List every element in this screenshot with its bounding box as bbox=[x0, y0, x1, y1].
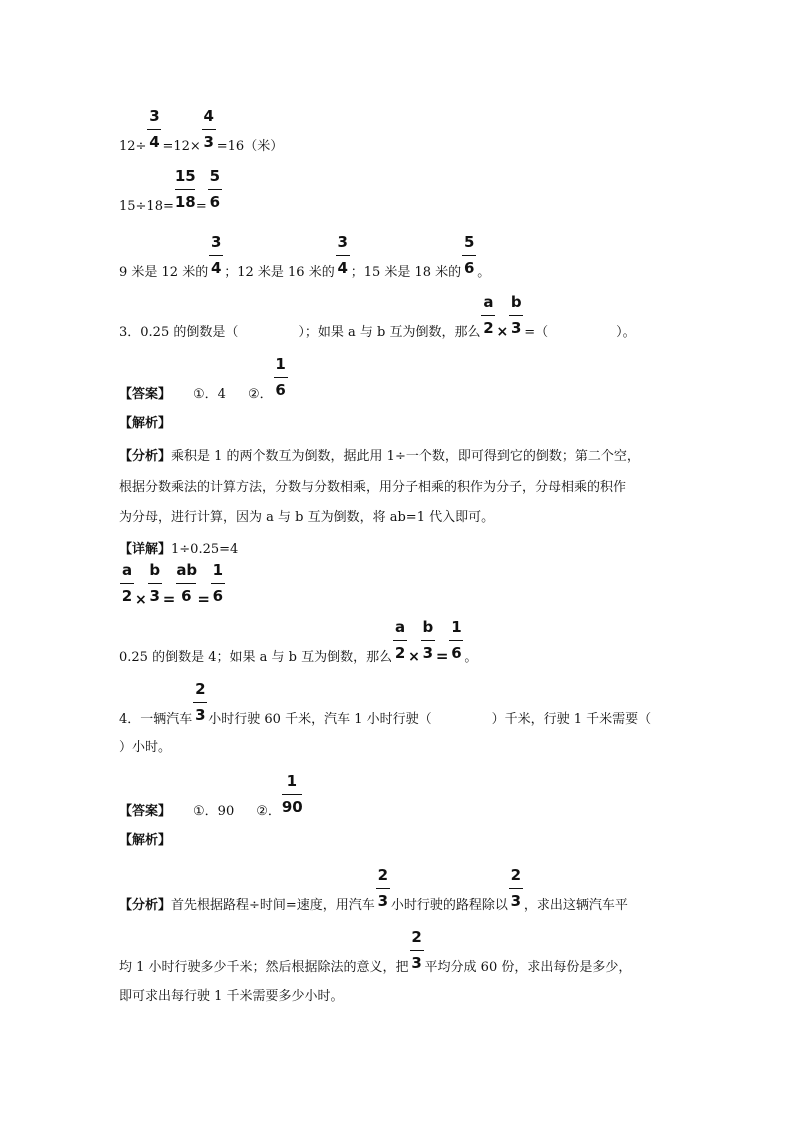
numerator: a bbox=[121, 561, 133, 579]
fraction bbox=[462, 233, 476, 277]
numerator: 2 bbox=[411, 928, 422, 946]
fraction bbox=[202, 107, 216, 151]
text-seg: ，求出这辆汽车平 bbox=[523, 898, 628, 913]
answer-part-2: ②． bbox=[256, 804, 281, 819]
numerator: 4 bbox=[203, 107, 214, 125]
fraction-bar bbox=[421, 640, 435, 641]
numerator: b bbox=[422, 618, 434, 636]
text-seg: 平均分成 60 份，求出每份是多少， bbox=[424, 960, 632, 975]
denominator: 2 bbox=[121, 587, 133, 605]
fraction-bar bbox=[393, 640, 407, 641]
text-seg: 9 米是 12 米的 bbox=[119, 265, 209, 280]
fraction-bar bbox=[175, 189, 195, 190]
denominator: 6 bbox=[451, 644, 462, 662]
text-seg: ）。 bbox=[616, 325, 636, 340]
fraction bbox=[509, 866, 523, 910]
text-seg: 4．一辆汽车 bbox=[119, 712, 193, 727]
answer-label: 【答案】 bbox=[119, 804, 172, 819]
answer-part-2: ②． bbox=[247, 387, 273, 402]
fraction-bar bbox=[410, 950, 424, 951]
denominator: 18 bbox=[174, 193, 196, 211]
fraction bbox=[120, 561, 134, 605]
answer-3 bbox=[119, 355, 289, 403]
denominator: 4 bbox=[149, 133, 160, 151]
calc-line-1 bbox=[119, 107, 284, 155]
numerator: 1 bbox=[275, 355, 286, 373]
text-seg: 小时行驶的路程除以 bbox=[390, 898, 508, 913]
equals-sign: = bbox=[162, 590, 176, 608]
text-seg: 12÷ bbox=[119, 139, 147, 154]
fraction-bar bbox=[509, 315, 523, 316]
denominator: 6 bbox=[212, 587, 224, 605]
fraction bbox=[211, 561, 225, 605]
numerator: 2 bbox=[377, 866, 389, 884]
fraction-bar bbox=[449, 640, 463, 641]
equals-sign: = bbox=[435, 647, 449, 665]
denominator: 2 bbox=[394, 644, 406, 662]
fraction bbox=[274, 355, 288, 399]
fraction-bar bbox=[274, 377, 288, 378]
numerator: 3 bbox=[337, 233, 348, 251]
answer-4 bbox=[119, 772, 303, 820]
question-4-line-2: ）小时。 bbox=[119, 740, 172, 755]
numerator: 15 bbox=[174, 167, 196, 185]
answer-label: 【答案】 bbox=[119, 387, 172, 402]
denominator: 3 bbox=[510, 319, 522, 337]
denominator: 3 bbox=[510, 892, 522, 910]
denominator: 4 bbox=[211, 259, 222, 277]
numerator: b bbox=[149, 561, 161, 579]
fraction bbox=[410, 928, 424, 972]
numerator: a bbox=[395, 618, 406, 636]
fraction-bar bbox=[462, 255, 476, 256]
numerator: 1 bbox=[451, 618, 462, 636]
text-seg: 。 bbox=[477, 265, 491, 280]
answer-part-1: ①．90 bbox=[193, 804, 235, 819]
numerator: 3 bbox=[211, 233, 222, 251]
denominator: 3 bbox=[422, 644, 434, 662]
numerator: 2 bbox=[510, 866, 522, 884]
text-seg: ）；如果 a 与 b 互为倒数，那么 bbox=[298, 325, 481, 340]
times-sign: × bbox=[496, 324, 509, 340]
fraction-bar bbox=[481, 315, 495, 316]
analysis-heading-4: 【解析】 bbox=[119, 833, 172, 848]
analysis-3-line-2: 根据分数乘法的计算方法，分数与分数相乘，用分子相乘的积作为分子，分母相乘的积作 bbox=[119, 480, 627, 495]
analysis-4-line-1 bbox=[119, 866, 628, 914]
times-sign: × bbox=[135, 592, 147, 608]
denominator: 3 bbox=[203, 133, 214, 151]
fraction-bar bbox=[148, 583, 162, 584]
text-seg: 。 bbox=[464, 650, 478, 665]
numerator: 2 bbox=[195, 680, 206, 698]
equals-sign: = bbox=[197, 590, 210, 608]
text-seg: =16（米） bbox=[216, 139, 284, 154]
numerator: a bbox=[483, 293, 494, 311]
text-seg: ）千米，行驶 1 千米需要（ bbox=[491, 712, 652, 727]
numerator: 5 bbox=[209, 167, 220, 185]
text-seg: = bbox=[195, 199, 207, 214]
analysis-3-line-3: 为分母，进行计算，因为 a 与 b 互为倒数，将 ab=1 代入即可。 bbox=[119, 510, 495, 525]
analysis-4-line-3: 即可求出每行驶 1 千米需要多少小时。 bbox=[119, 989, 344, 1004]
numerator: 1 bbox=[286, 772, 298, 790]
fraction bbox=[421, 618, 435, 662]
fraction bbox=[393, 618, 407, 662]
fraction-bar bbox=[202, 129, 216, 130]
fraction bbox=[509, 293, 523, 337]
text-seg: 乘积是 1 的两个数互为倒数，据此用 1÷一个数，即可得到它的倒数；第二个空， bbox=[171, 449, 640, 464]
equation-3 bbox=[119, 561, 226, 609]
fraction-bar bbox=[147, 129, 161, 130]
analysis-label: 【分析】 bbox=[119, 898, 172, 913]
calc-line-2 bbox=[119, 167, 223, 215]
denominator: 3 bbox=[195, 706, 206, 724]
fraction-bar bbox=[509, 888, 523, 889]
fraction bbox=[174, 167, 196, 211]
detail-3 bbox=[119, 542, 238, 558]
times-sign: × bbox=[408, 649, 420, 665]
question-4 bbox=[119, 680, 652, 728]
text-seg: =12× bbox=[162, 139, 201, 154]
fraction bbox=[147, 107, 161, 151]
text-seg: ；15 米是 18 米的 bbox=[350, 265, 462, 280]
denominator: 6 bbox=[275, 381, 286, 399]
fraction bbox=[208, 167, 222, 211]
text-seg: =（ bbox=[524, 325, 549, 340]
fraction bbox=[193, 680, 207, 724]
fraction-bar bbox=[211, 583, 225, 584]
text-seg: 首先根据路程÷时间=速度，用汽车 bbox=[171, 898, 375, 913]
fraction bbox=[176, 561, 198, 605]
denominator: 4 bbox=[337, 259, 348, 277]
fraction bbox=[281, 772, 303, 816]
denominator: 3 bbox=[377, 892, 389, 910]
fraction bbox=[336, 233, 350, 277]
text-seg: 小时行驶 60 千米，汽车 1 小时行驶（ bbox=[208, 712, 432, 727]
denominator: 6 bbox=[181, 587, 192, 605]
denominator: 90 bbox=[281, 798, 303, 816]
fraction-bar bbox=[209, 255, 223, 256]
fraction-bar bbox=[193, 702, 207, 703]
text-seg: 1÷0.25=4 bbox=[171, 542, 239, 557]
text-seg: 15÷18= bbox=[119, 199, 174, 214]
text-seg: 均 1 小时行驶多少千米；然后根据除法的意义，把 bbox=[119, 960, 409, 975]
numerator: b bbox=[510, 293, 522, 311]
fraction bbox=[148, 561, 162, 605]
denominator: 2 bbox=[483, 319, 494, 337]
denominator: 6 bbox=[463, 259, 475, 277]
fraction-bar bbox=[176, 583, 196, 584]
calc-line-3 bbox=[119, 233, 491, 281]
fraction-bar bbox=[336, 255, 350, 256]
question-3 bbox=[119, 293, 636, 341]
fraction-bar bbox=[376, 888, 390, 889]
fraction bbox=[481, 293, 495, 337]
fraction bbox=[449, 618, 463, 662]
numerator: 3 bbox=[149, 107, 160, 125]
fraction-bar bbox=[282, 794, 302, 795]
text-seg: 3．0.25 的倒数是（ bbox=[119, 325, 239, 340]
numerator: 5 bbox=[463, 233, 475, 251]
numerator: ab bbox=[176, 561, 198, 579]
analysis-label: 【分析】 bbox=[119, 449, 172, 464]
fraction-bar bbox=[208, 189, 222, 190]
fraction bbox=[376, 866, 390, 910]
numerator: 1 bbox=[212, 561, 224, 579]
analysis-4-line-2 bbox=[119, 928, 632, 976]
detail-label: 【详解】 bbox=[119, 542, 172, 557]
analysis-heading-3: 【解析】 bbox=[119, 416, 172, 431]
text-seg: 0.25 的倒数是 4；如果 a 与 b 互为倒数，那么 bbox=[119, 650, 393, 665]
text-seg: ；12 米是 16 米的 bbox=[224, 265, 335, 280]
denominator: 3 bbox=[411, 954, 422, 972]
conclusion-3 bbox=[119, 618, 478, 666]
answer-part-1: ①．4 bbox=[193, 387, 226, 402]
fraction bbox=[209, 233, 223, 277]
denominator: 6 bbox=[209, 193, 220, 211]
denominator: 3 bbox=[149, 587, 160, 605]
fraction-bar bbox=[120, 583, 134, 584]
analysis-3-line-1 bbox=[119, 449, 640, 465]
